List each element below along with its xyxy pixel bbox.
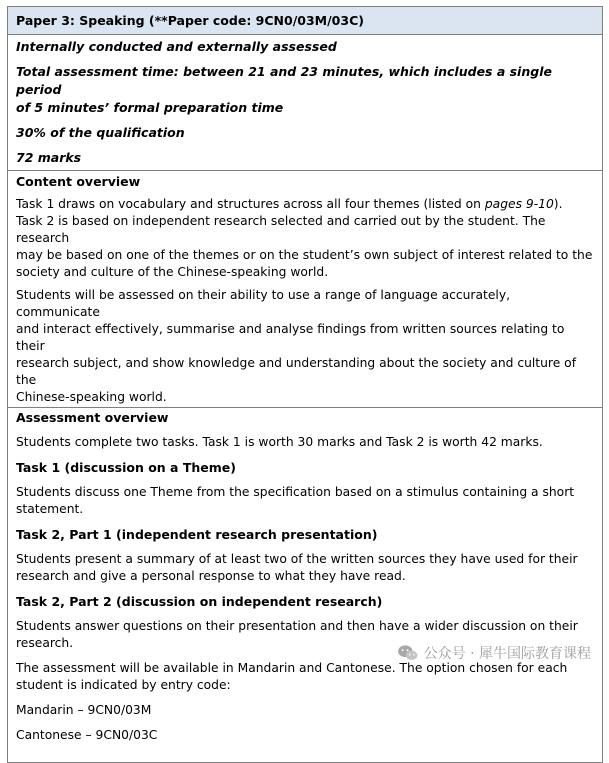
assessment-heading: Assessment overview	[16, 410, 169, 425]
task2-part2-heading: Task 2, Part 2 (discussion on independent research)	[16, 594, 383, 609]
task2-part1-line2: research and give a personal response to what they have read.	[16, 569, 406, 583]
task1-heading: Task 1 (discussion on a Theme)	[16, 460, 236, 475]
cantonese-code: Cantonese – 9CN0/03C	[16, 728, 158, 742]
content-p1-line1	[16, 196, 594, 213]
wechat-icon	[397, 644, 419, 662]
content-p2-line2: and interact effectively, summarise and analyse findings from written sources relating to their	[16, 322, 565, 353]
pages-reference: pages 9-10	[484, 197, 554, 211]
weight-line: 30% of the qualification	[16, 125, 185, 140]
time-line-2: of 5 minutes’ formal preparation time	[16, 100, 284, 115]
content-overview-section	[8, 171, 602, 408]
mandarin-code: Mandarin – 9CN0/03M	[16, 703, 152, 717]
watermark-text: 公众号 · 犀牛国际教育课程	[423, 646, 591, 662]
time-line-1: Total assessment time: between 21 and 23 minutes, which includes a single period	[16, 64, 552, 97]
wechat-watermark	[397, 641, 591, 665]
content-p1-line2: Task 2 is based on independent research selected and carried out by the student. The research	[16, 214, 546, 245]
assessment-intro: Students complete two tasks. Task 1 is worth 30 marks and Task 2 is worth 42 marks.	[16, 435, 543, 449]
task1-line1: Students discuss one Theme from the specification based on a stimulus containing a short	[16, 485, 575, 499]
task1-line2: statement.	[16, 502, 84, 516]
assessment-overview-section	[8, 408, 602, 762]
marks-line: 72 marks	[16, 150, 82, 165]
availability-line1: The assessment will be available in Mandarin and Cantonese. The option chosen for each	[16, 661, 568, 675]
task2-part1-line1: Students present a summary of at least two of the written sources they have used for their	[16, 552, 578, 566]
content-p2-line4: Chinese-speaking world.	[16, 390, 167, 404]
task2-part2-line2: research.	[16, 636, 74, 650]
content-p2-line1: Students will be assessed on their ability to use a range of language accurately, communicate	[16, 288, 511, 319]
content-p1-line3: may be based on one of the themes or on the student’s own subject of interest related to the	[16, 248, 593, 262]
content-heading: Content overview	[16, 174, 141, 189]
availability-line2: student is indicated by entry code:	[16, 678, 231, 692]
content-p1-text-b: ).	[553, 197, 563, 211]
content-p1-line4: society and culture of the Chinese-speaking world.	[16, 265, 329, 279]
content-p2-line3: research subject, and show knowledge and understanding about the society and culture of the	[16, 356, 577, 387]
conduct-line: Internally conducted and externally assessed	[16, 39, 337, 54]
paper-title: Paper 3: Speaking (**Paper code: 9CN0/03M/03C)	[8, 7, 602, 35]
task2-part2-line1: Students answer questions on their presentation and then have a wider discussion on their	[16, 619, 578, 633]
task2-part1-heading: Task 2, Part 1 (independent research presentation)	[16, 527, 378, 542]
summary-section	[8, 35, 602, 171]
content-p1-text-a: Task 1 draws on vocabulary and structures across all four themes (listed on	[16, 197, 485, 211]
